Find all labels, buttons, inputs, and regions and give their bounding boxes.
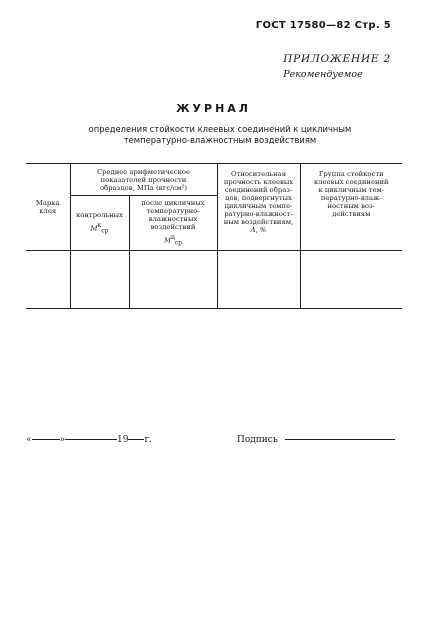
header-after-cyclic (129, 196, 217, 251)
control-symbol-sup: к (97, 221, 102, 229)
date-year-prefix: 19 (117, 435, 129, 445)
header-average-line-2: показателей прочности (100, 175, 187, 184)
header-group-line-2: клеевых соединений (313, 178, 389, 186)
date-field (26, 435, 152, 445)
header-relative-line-7: ным воздействиям, (223, 218, 294, 226)
annex-block (283, 52, 391, 82)
header-after-line-2: температурно- (146, 206, 200, 215)
date-quote-open: « (26, 435, 32, 445)
header-relative-line-1: Относительная (231, 170, 286, 178)
table-row (26, 251, 402, 309)
journal-subtitle (40, 124, 400, 146)
header-group-line-6: действиям (332, 210, 371, 218)
table-cell-brand[interactable] (26, 251, 70, 309)
header-group-line-3: к цикличным тем- (318, 186, 385, 194)
header-group-line-1: Группа стойкости (318, 170, 384, 178)
header-relative-line-6: ратурно-влажност- (224, 210, 293, 218)
header-relative-line-5: цикличным темпе- (224, 202, 293, 210)
header-brand (26, 164, 70, 251)
header-average-line-3: образцов, МПа (кгс/см²) (99, 183, 188, 192)
signature-label: Подпись (237, 435, 278, 445)
header-after-symbol (132, 234, 215, 248)
header-relative-line-4: цов, подвергнутых (225, 194, 292, 202)
date-quote-close: » (59, 435, 66, 445)
control-symbol-letter: M (90, 223, 98, 232)
header-average-group (70, 164, 217, 196)
date-year-suffix: г. (144, 435, 153, 445)
after-symbol-sup: ц (170, 233, 175, 241)
table-cell-group[interactable] (300, 251, 402, 309)
header-average-line-1: Среднее арифметическое (96, 167, 191, 176)
date-day-blank[interactable] (32, 439, 60, 440)
table-cell-after[interactable] (129, 251, 217, 309)
journal-table (26, 163, 402, 309)
header-after-line-3: влажностных (148, 214, 198, 223)
header-control-label: контрольных (76, 210, 123, 219)
date-year-blank[interactable] (128, 439, 144, 440)
after-symbol-letter: M (163, 235, 171, 244)
header-brand-line-2: клея (39, 207, 57, 215)
header-group-line-5: ностным воз- (327, 202, 375, 210)
after-symbol-sub: ср (174, 239, 183, 247)
annex-note: Рекомендуемое (283, 69, 363, 80)
signature-field (237, 435, 395, 445)
control-symbol-sub: ср (101, 227, 109, 235)
header-relative-strength (217, 164, 300, 251)
signature-blank[interactable] (285, 439, 395, 440)
header-after-line-4: воздействий (150, 222, 196, 231)
date-month-blank[interactable] (65, 439, 117, 440)
subtitle-line-1: определения стойкости клеевых соединений к цикличным (88, 124, 352, 134)
table-cell-control[interactable] (70, 251, 129, 309)
header-control-symbol (73, 222, 127, 236)
table-cell-relative[interactable] (217, 251, 300, 309)
document-header: ГОСТ 17580—82 Стр. 5 (255, 20, 391, 31)
subtitle-line-2: температурно-влажностным воздействиям (123, 135, 317, 145)
header-relative-line-2: прочность клеевых (223, 178, 294, 186)
header-group-line-4: пературно-влаж- (320, 194, 382, 202)
annex-title: ПРИЛОЖЕНИЕ 2 (283, 53, 391, 65)
header-brand-line-1: Марка (35, 199, 60, 207)
journal-title: ЖУРНАЛ (176, 102, 251, 115)
header-after-line-1: после цикличных (141, 198, 205, 207)
header-relative-line-8: A, % (250, 226, 267, 234)
header-resistance-group (300, 164, 402, 251)
header-control (70, 196, 129, 251)
header-relative-line-3: соединений образ- (224, 186, 293, 194)
